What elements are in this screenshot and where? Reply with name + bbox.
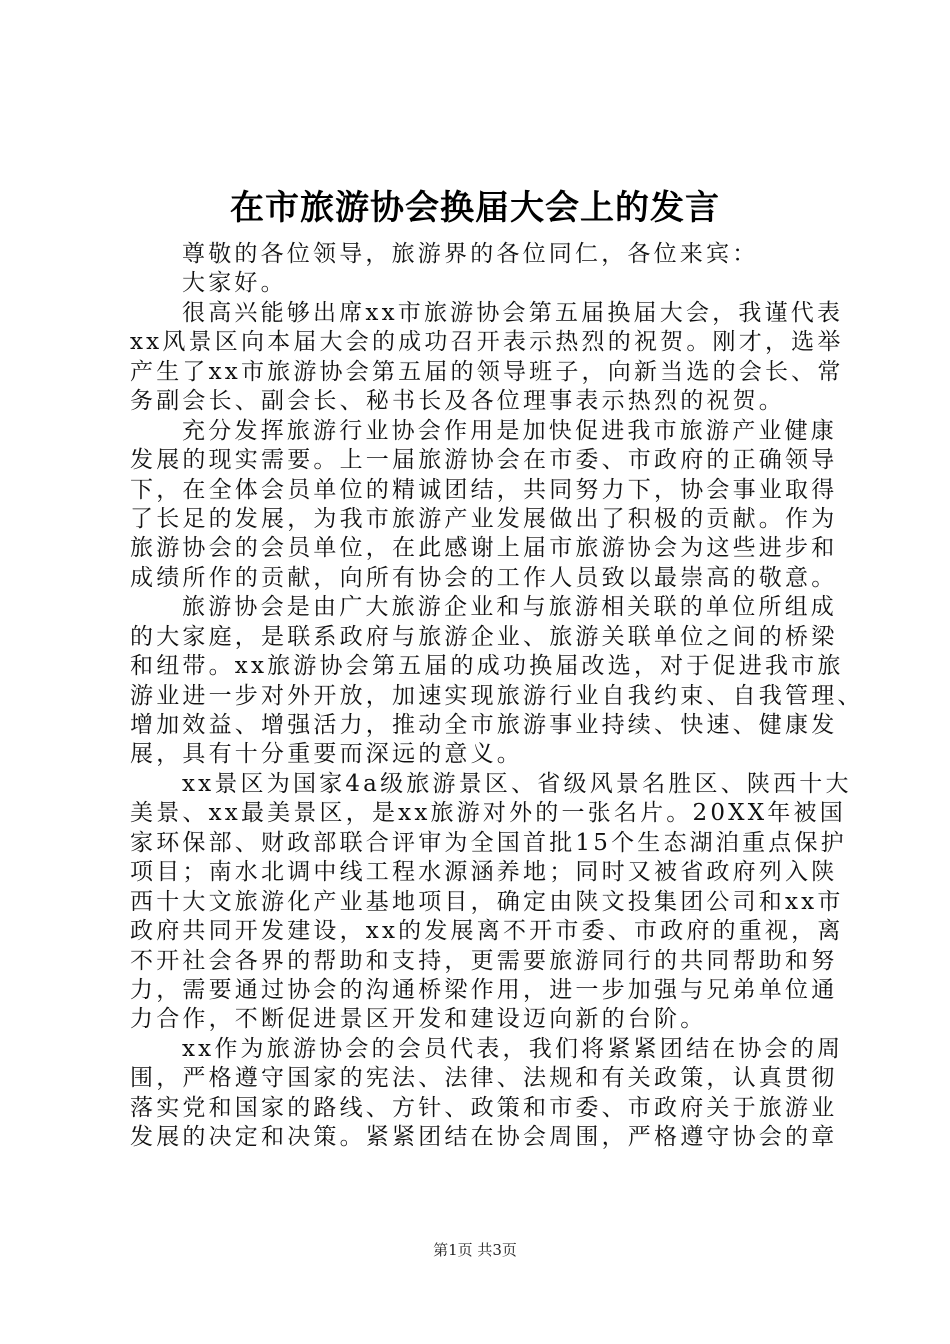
text-line: 大家好。 <box>182 270 287 297</box>
text-line: 发展的决定和决策。紧紧团结在协会周围，严格遵守协会的章 <box>130 1124 838 1151</box>
text-line: 的大家庭，是联系政府与旅游企业、旅游关联单位之间的桥梁 <box>130 623 838 650</box>
text-line: 游业进一步对外开放，加速实现旅游行业自我约束、自我管理、 <box>130 682 864 709</box>
text-line: xx景区为国家4a级旅游景区、省级风景名胜区、陕西十大 <box>182 770 852 797</box>
text-line: 发展的现实需要。上一届旅游协会在市委、市政府的正确领导 <box>130 447 838 474</box>
text-line: 增加效益、增强活力，推动全市旅游事业持续、快速、健康发 <box>130 712 838 738</box>
text-line: 旅游协会是由广大旅游企业和与旅游相关联的单位所组成 <box>182 594 837 621</box>
text-line: 和纽带。xx旅游协会第五届的成功换届改选，对于促进我市旅 <box>130 653 844 680</box>
text-line: 落实党和国家的路线、方针、政策和市委、市政府关于旅游业 <box>130 1094 838 1121</box>
text-line: 力合作，不断促进景区开发和建设迈向新的台阶。 <box>130 1006 707 1033</box>
document-title: 在市旅游协会换届大会上的发言 <box>230 188 720 228</box>
text-line: 了长足的发展，为我市旅游产业发展做出了积极的贡献。作为 <box>130 505 838 532</box>
text-line: 不开社会各界的帮助和支持，更需要旅游同行的共同帮助和努 <box>130 947 838 974</box>
page-indicator: 第1页 共3页 <box>433 1241 517 1259</box>
text-line: 尊敬的各位领导，旅游界的各位同仁，各位来宾： <box>182 241 759 267</box>
text-line: 务副会长、副会长、秘书长及各位理事表示热烈的祝贺。 <box>130 388 785 415</box>
text-line: 旅游协会的会员单位，在此感谢上届市旅游协会为这些进步和 <box>130 535 838 562</box>
text-line: 家环保部、财政部联合评审为全国首批15个生态湖泊重点保护 <box>130 829 847 856</box>
text-line: 下，在全体会员单位的精诚团结，共同努力下，协会事业取得 <box>130 476 838 503</box>
text-line: xx作为旅游协会的会员代表，我们将紧紧团结在协会的周 <box>182 1035 844 1062</box>
text-line: 政府共同开发建设，xx的发展离不开市委、市政府的重视，离 <box>130 918 844 945</box>
text-line: 展，具有十分重要而深远的意义。 <box>130 741 523 768</box>
text-line: 美景、xx最美景区，是xx旅游对外的一张名片。20XX年被国 <box>130 800 846 827</box>
document-body <box>130 240 864 1153</box>
text-line: 成绩所作的贡献，向所有协会的工作人员致以最崇高的敬意。 <box>130 564 838 591</box>
text-line: 西十大文旅游化产业基地项目，确定由陕文投集团公司和xx市 <box>130 888 844 915</box>
text-line: 很高兴能够出席xx市旅游协会第五届换届大会，我谨代表 <box>182 299 844 326</box>
text-line: 围，严格遵守国家的宪法、法律、法规和有关政策，认真贯彻 <box>130 1065 838 1092</box>
text-line: 充分发挥旅游行业协会作用是加快促进我市旅游产业健康 <box>182 417 837 444</box>
text-line: xx风景区向本届大会的成功召开表示热烈的祝贺。刚才，选举 <box>130 329 844 356</box>
text-line: 力，需要通过协会的沟通桥梁作用，进一步加强与兄弟单位通 <box>130 976 838 1003</box>
text-line: 产生了xx市旅游协会第五届的领导班子，向新当选的会长、常 <box>130 358 844 385</box>
text-line: 项目；南水北调中线工程水源涵养地；同时又被省政府列入陕 <box>130 859 838 886</box>
